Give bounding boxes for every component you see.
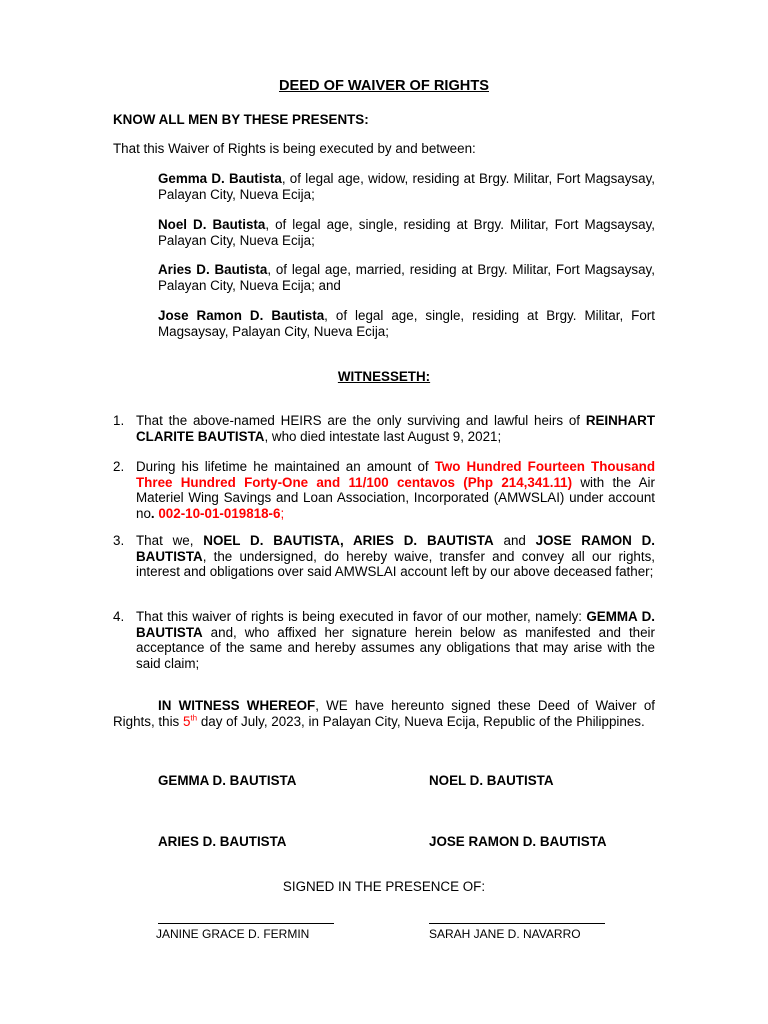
party-paragraph — [158, 262, 655, 293]
party-paragraph — [158, 171, 655, 202]
item-text: During his lifetime he maintained an amount of Two Hundred Fourteen Thousand Three Hundred Forty-One and 11/100 centavos (Php 214,341.11) with the Air Materiel Wing Savings and Loan Association, Incorporated (AMWSLAI) under account no. 002-10-01-019818-6; — [136, 459, 656, 521]
intro-paragraph: That this Waiver of Rights is being executed by and between: — [113, 141, 476, 156]
item-text: That the above-named HEIRS are the only surviving and lawful heirs of REINHART CLARITE BAUTISTA, who died intestate last August 9, 2021; — [136, 413, 655, 444]
document-title: DEED OF WAIVER OF RIGHTS — [279, 78, 489, 94]
numbered-item — [113, 459, 655, 521]
signer-name: JOSE RAMON D. BAUTISTA — [429, 834, 607, 849]
account-number: 002-10-01-019818-6 — [154, 505, 281, 521]
signer-name: NOEL D. BAUTISTA — [429, 773, 554, 788]
party-paragraph — [158, 217, 655, 248]
signer-name: ARIES D. BAUTISTA — [158, 834, 287, 849]
party-paragraph — [158, 308, 655, 339]
party-name: Gemma D. Bautista — [158, 171, 282, 186]
numbered-item — [113, 533, 655, 580]
party-details: , of legal age, single, residing at Brgy. Militar, Fort Magsaysay, Palayan City, Nueva Ecija; — [158, 308, 655, 339]
item-number: 3. — [113, 533, 125, 548]
party-name: Aries D. Bautista — [158, 262, 268, 277]
numbered-item — [113, 609, 655, 671]
party-name: Jose Ramon D. Bautista — [158, 308, 325, 323]
witness-whereof-paragraph: IN WITNESS WHEREOF, WE have hereunto signed these Deed of Waiver of Rights, this 5th day of July, 2023, in Palayan City, Nueva Ecija, Republic of the Philippines. — [113, 698, 655, 729]
amount-text: Two Hundred Fourteen Thousand Three Hundred Forty-One and 11/100 centavos (Php 214,341.11) — [136, 459, 656, 490]
party-details: , of legal age, single, residing at Brgy. Militar, Fort Magsaysay, Palayan City, Nueva Ecija; — [158, 217, 655, 248]
party-name: Noel D. Bautista — [158, 217, 266, 232]
item-number: 2. — [113, 459, 125, 474]
witness-name: JANINE GRACE D. FERMIN — [156, 927, 310, 941]
item-number: 1. — [113, 413, 125, 428]
party-details: , of legal age, married, residing at Brgy. Militar, Fort Magsaysay, Palayan City, Nueva Ecija; and — [158, 262, 655, 293]
witnesseth-heading: WITNESSETH: — [337, 369, 431, 384]
signature-line — [429, 923, 605, 924]
party-details: , of legal age, widow, residing at Brgy. Militar, Fort Magsaysay, Palayan City, Nueva Ecija; — [158, 171, 655, 202]
know-all-heading: KNOW ALL MEN BY THESE PRESENTS: — [113, 112, 369, 127]
item-text: That this waiver of rights is being executed in favor of our mother, namely: GEMMA D. BAUTISTA and, who affixed her signature herein below as manifested and their acceptance of the same and hereby assumes any obligations that may arise with the said claim; — [136, 609, 655, 671]
item-text: That we, NOEL D. BAUTISTA, ARIES D. BAUTISTA and JOSE RAMON D. BAUTISTA, the undersigned, do hereby waive, transfer and convey all our rights, interest and obligations over said AMWSLAI account left by our above deceased father; — [136, 533, 655, 579]
signed-in-presence-heading: SIGNED IN THE PRESENCE OF: — [282, 879, 486, 894]
signature-line — [158, 923, 334, 924]
signer-name: GEMMA D. BAUTISTA — [158, 773, 297, 788]
numbered-item — [113, 413, 655, 444]
witness-name: SARAH JANE D. NAVARRO — [429, 927, 581, 941]
item-number: 4. — [113, 609, 125, 624]
